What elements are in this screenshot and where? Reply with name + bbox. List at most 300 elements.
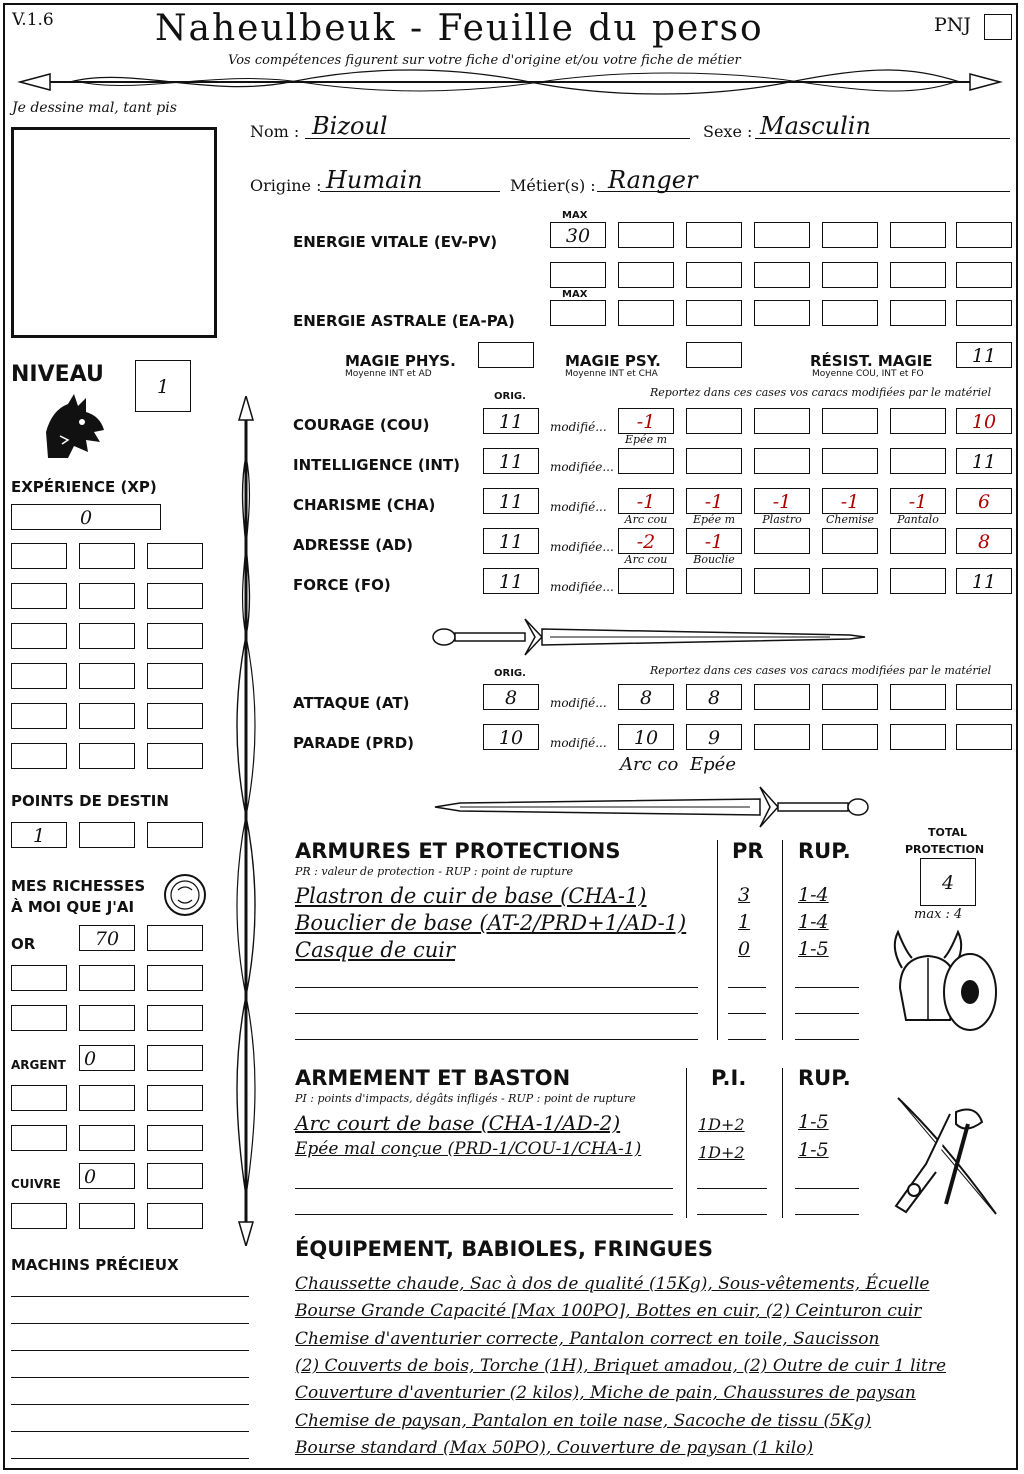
origin-label: Origine : — [250, 176, 322, 195]
sheet-title: Naheulbeuk - Feuille du perso — [155, 8, 764, 49]
combat-mod-value: 9 — [707, 727, 721, 749]
xp-box[interactable] — [147, 743, 203, 769]
wealth-label-2: À MOI QUE J'AI — [11, 898, 135, 916]
combat-mod-value — [755, 685, 809, 709]
combat-mod-box[interactable] — [956, 684, 1012, 710]
gold-box[interactable] — [147, 1005, 203, 1031]
copper-box[interactable] — [147, 1163, 203, 1189]
precious-line[interactable] — [11, 1323, 249, 1324]
stat-mod-box[interactable] — [686, 488, 742, 514]
weapon-line[interactable] — [697, 1188, 767, 1189]
xp-box[interactable] — [147, 583, 203, 609]
armor-line[interactable] — [795, 1039, 859, 1040]
stat-mod-value: -1 — [704, 531, 724, 553]
gold-box[interactable]: 70 — [79, 925, 135, 951]
xp-box[interactable] — [79, 663, 135, 689]
stat-mod-value — [755, 529, 809, 553]
origin-value[interactable]: Humain — [326, 166, 423, 194]
stat-mod-value — [891, 409, 945, 433]
xp-box[interactable] — [147, 663, 203, 689]
npc-checkbox[interactable] — [984, 14, 1012, 40]
stat-final-value: 6 — [977, 491, 991, 513]
ev-box[interactable] — [686, 262, 742, 288]
ev-box[interactable] — [890, 222, 946, 248]
orig-label: ORIG. — [494, 391, 526, 402]
stat-mod-value — [619, 449, 673, 473]
wealth-label-1: MES RICHESSES — [11, 877, 146, 895]
destiny-label: POINTS DE DESTIN — [11, 792, 169, 810]
silver-box[interactable] — [147, 1125, 203, 1151]
stat-mod-box[interactable] — [754, 488, 810, 514]
stat-mod-note: Plastro — [762, 513, 802, 526]
stat-modifie-label: modifiée... — [550, 540, 614, 554]
portrait-box[interactable] — [11, 127, 217, 338]
xp-box[interactable] — [11, 703, 67, 729]
silver-box[interactable] — [147, 1045, 203, 1071]
combat-mod-value — [957, 685, 1011, 709]
spear-divider-icon — [10, 64, 1010, 100]
report-note: Reportez dans ces cases vos caracs modifiées par le matériel — [650, 386, 992, 399]
combat-mod-value — [891, 685, 945, 709]
stat-final-box[interactable] — [956, 408, 1012, 434]
stat-mod-note: Arc cou — [624, 513, 668, 526]
ea-box[interactable] — [754, 300, 810, 326]
gold-box[interactable] — [79, 965, 135, 991]
stat-mod-box[interactable] — [686, 408, 742, 434]
combat-mod-value — [755, 725, 809, 749]
armor-note: PR : valeur de protection - RUP : point de rupture — [295, 865, 573, 878]
destiny-box[interactable]: 1 — [11, 822, 67, 848]
helmet-shield-icon — [888, 928, 1000, 1036]
combat-mod-box[interactable] — [686, 724, 742, 750]
stat-mod-note: Epée m — [692, 513, 736, 526]
armor-line[interactable] — [795, 1013, 859, 1014]
ev-box[interactable] — [618, 262, 674, 288]
silver-box[interactable] — [11, 1085, 67, 1111]
weapon-line[interactable] — [295, 1188, 673, 1189]
magic-phys-label: MAGIE PHYS. — [345, 352, 456, 370]
npc-label: PNJ — [934, 14, 972, 36]
name-label: Nom : — [250, 122, 300, 141]
copper-box[interactable] — [11, 1203, 67, 1229]
weapon-line[interactable] — [795, 1188, 859, 1189]
ev-box[interactable] — [890, 262, 946, 288]
stat-orig-box[interactable] — [483, 408, 539, 434]
ev-max-box[interactable]: 30 — [550, 222, 606, 248]
combat-note: Arc co — [620, 754, 679, 775]
silver-box[interactable] — [79, 1125, 135, 1151]
precious-label: MACHINS PRÉCIEUX — [11, 1256, 179, 1274]
stat-mod-value — [823, 449, 877, 473]
armor-divider — [782, 840, 783, 1040]
combat-mod-value: 10 — [633, 727, 659, 749]
armor-line[interactable] — [728, 1039, 766, 1040]
stat-mod-box[interactable] — [822, 568, 878, 594]
magic-resist-note: Moyenne COU, INT et FO — [812, 369, 924, 379]
magic-psy-note: Moyenne INT et CHA — [565, 369, 658, 379]
combat-mod-box[interactable] — [890, 724, 946, 750]
combat-mod-box[interactable] — [618, 684, 674, 710]
stat-final-value: 11 — [971, 571, 997, 593]
stat-final-box[interactable] — [956, 448, 1012, 474]
coin-icon — [162, 872, 208, 918]
ea-max-label: MAX — [562, 289, 588, 300]
xp-box[interactable] — [11, 543, 67, 569]
stat-mod-value — [687, 449, 741, 473]
xp-box[interactable]: 0 — [11, 504, 161, 530]
stat-mod-value: -1 — [704, 491, 724, 513]
stat-mod-box[interactable] — [618, 448, 674, 474]
combat-mod-box[interactable] — [956, 724, 1012, 750]
stat-mod-value — [755, 569, 809, 593]
stat-mod-value: -1 — [636, 411, 656, 433]
combat-mod-value — [957, 725, 1011, 749]
ev-box[interactable] — [822, 262, 878, 288]
job-label: Métier(s) : — [510, 176, 596, 195]
xp-box[interactable] — [79, 623, 135, 649]
ea-box[interactable] — [956, 300, 1012, 326]
stat-mod-box[interactable] — [754, 448, 810, 474]
armor-name[interactable]: Plastron de cuir de base (CHA-1) — [295, 884, 647, 908]
gold-box[interactable] — [11, 965, 67, 991]
armor-pr[interactable]: 1 — [738, 911, 751, 933]
armor-col-pr: PR — [732, 839, 764, 863]
armor-rup[interactable]: 1-5 — [798, 938, 829, 960]
precious-line[interactable] — [11, 1458, 249, 1459]
stat-mod-value — [755, 409, 809, 433]
armor-line[interactable] — [728, 987, 766, 988]
stat-final-value: 11 — [971, 451, 997, 473]
level-label: NIVEAU — [11, 362, 104, 387]
ea-box[interactable] — [686, 300, 742, 326]
total-max: max : 4 — [914, 907, 963, 922]
weapon-line[interactable] — [697, 1214, 767, 1215]
stat-label: ADRESSE (AD) — [293, 536, 414, 554]
silver-box[interactable]: 0 — [79, 1045, 135, 1071]
combat-mod-box[interactable] — [890, 684, 946, 710]
sex-line — [755, 138, 1010, 139]
armor-divider — [717, 840, 718, 1040]
destiny-box[interactable] — [79, 822, 135, 848]
stat-orig-box[interactable] — [483, 488, 539, 514]
origin-line — [320, 191, 500, 192]
stat-label: INTELLIGENCE (INT) — [293, 456, 460, 474]
armor-rup[interactable]: 1-4 — [798, 884, 829, 906]
stat-mod-note: Chemise — [825, 513, 875, 526]
weapon-line[interactable] — [295, 1214, 673, 1215]
combat-orig-value: 8 — [504, 687, 518, 709]
armor-line[interactable] — [728, 1013, 766, 1014]
ev-max-label: MAX — [562, 210, 588, 221]
xp-box[interactable] — [11, 743, 67, 769]
job-line — [597, 191, 1010, 192]
xp-box[interactable] — [79, 583, 135, 609]
combat-modifie-label: modifié... — [550, 736, 607, 750]
armor-line[interactable] — [295, 987, 698, 988]
silver-box[interactable] — [11, 1125, 67, 1151]
stat-mod-note: Bouclie — [693, 553, 735, 566]
stat-orig-box[interactable] — [483, 568, 539, 594]
ea-box[interactable] — [890, 300, 946, 326]
stat-mod-value: -1 — [908, 491, 928, 513]
xp-box[interactable] — [11, 583, 67, 609]
armor-line[interactable] — [795, 987, 859, 988]
combat-mod-box[interactable] — [822, 724, 878, 750]
orig-label-combat: ORIG. — [494, 668, 526, 679]
stat-mod-box[interactable] — [618, 408, 674, 434]
xp-box[interactable] — [79, 543, 135, 569]
destiny-box[interactable] — [147, 822, 203, 848]
copper-box[interactable] — [147, 1203, 203, 1229]
ea-box[interactable] — [822, 300, 878, 326]
equipment-line[interactable]: Couverture d'aventurier (2 kilos), Miche de pain, Chaussures de paysan — [295, 1383, 916, 1404]
stat-mod-value: -1 — [840, 491, 860, 513]
stat-mod-box[interactable] — [822, 448, 878, 474]
ev-box[interactable] — [550, 262, 606, 288]
precious-line[interactable] — [11, 1431, 249, 1432]
stat-mod-value: -1 — [772, 491, 792, 513]
armor-pr[interactable]: 3 — [738, 884, 751, 906]
ev-box[interactable] — [754, 262, 810, 288]
stat-mod-value — [823, 409, 877, 433]
stat-label: COURAGE (COU) — [293, 416, 430, 434]
ev-box[interactable] — [686, 222, 742, 248]
combat-mod-box[interactable] — [822, 684, 878, 710]
ev-box[interactable] — [822, 222, 878, 248]
stat-mod-value — [687, 409, 741, 433]
stat-mod-note: Epée m — [624, 433, 668, 446]
combat-orig-value: 10 — [498, 727, 524, 749]
stat-label: FORCE (FO) — [293, 576, 391, 594]
silver-box[interactable] — [79, 1085, 135, 1111]
crossed-weapons-icon — [886, 1094, 1006, 1218]
weapon-name[interactable]: Epée mal conçue (PRD-1/COU-1/CHA-1) — [295, 1139, 642, 1159]
combat-label: ATTAQUE (AT) — [293, 694, 410, 712]
weapon-rup[interactable]: 1-5 — [798, 1111, 829, 1133]
total-label-2: PROTECTION — [905, 843, 985, 856]
copper-box[interactable]: 0 — [79, 1163, 135, 1189]
job-value[interactable]: Ranger — [608, 166, 698, 194]
armor-line[interactable] — [295, 1039, 698, 1040]
combat-note: Epée — [690, 754, 736, 775]
copper-label: CUIVRE — [11, 1177, 61, 1191]
combat-mod-box[interactable] — [618, 724, 674, 750]
ev-box[interactable] — [754, 222, 810, 248]
stat-orig-value: 11 — [498, 571, 524, 593]
gold-box[interactable] — [79, 1005, 135, 1031]
equipment-line[interactable]: Chemise d'aventurier correcte, Pantalon correct en toile, Saucisson — [295, 1328, 880, 1349]
stat-mod-box[interactable] — [890, 568, 946, 594]
armor-title: ARMURES ET PROTECTIONS — [295, 839, 621, 863]
stat-mod-note: Arc cou — [624, 553, 668, 566]
name-line — [305, 138, 690, 139]
stat-mod-box[interactable] — [890, 488, 946, 514]
weapons-title: ARMEMENT ET BASTON — [295, 1066, 571, 1090]
stat-mod-value: -1 — [636, 491, 656, 513]
dragon-icon — [38, 392, 108, 464]
stat-mod-box[interactable] — [822, 408, 878, 434]
combat-mod-box[interactable] — [686, 684, 742, 710]
stat-mod-box[interactable] — [822, 488, 878, 514]
stat-modifie-label: modifié... — [550, 420, 607, 434]
stat-final-box[interactable] — [956, 488, 1012, 514]
precious-line[interactable] — [11, 1404, 249, 1405]
ea-box[interactable] — [618, 300, 674, 326]
stat-mod-value — [891, 529, 945, 553]
combat-mod-box[interactable] — [754, 724, 810, 750]
silver-box[interactable] — [147, 1085, 203, 1111]
stat-modifie-label: modifiée... — [550, 460, 614, 474]
xp-box[interactable] — [147, 543, 203, 569]
stat-mod-box[interactable] — [754, 528, 810, 554]
weapon-pi[interactable]: 1D+2 — [698, 1143, 745, 1162]
ev-box[interactable] — [618, 222, 674, 248]
armor-rup[interactable]: 1-4 — [798, 911, 829, 933]
sheet-subtitle: Vos compétences figurent sur votre fiche d'origine et/ou votre fiche de métier — [228, 53, 741, 68]
combat-modifie-label: modifié... — [550, 696, 607, 710]
stat-mod-box[interactable] — [618, 488, 674, 514]
stat-mod-box[interactable] — [754, 568, 810, 594]
stat-mod-note: Pantalo — [897, 513, 939, 526]
ev-label: ENERGIE VITALE (EV-PV) — [293, 233, 498, 251]
version-label: V.1.6 — [12, 10, 54, 30]
weapon-pi[interactable]: 1D+2 — [698, 1115, 745, 1134]
magic-resist-box[interactable]: 11 — [956, 342, 1012, 368]
stat-mod-value — [823, 529, 877, 553]
stat-mod-value — [891, 449, 945, 473]
gold-box[interactable] — [147, 965, 203, 991]
weapon-rup[interactable]: 1-5 — [798, 1139, 829, 1161]
weapons-divider — [686, 1068, 687, 1218]
stat-mod-value — [823, 569, 877, 593]
armor-name[interactable]: Bouclier de base (AT-2/PRD+1/AD-1) — [295, 911, 687, 935]
magic-resist-label: RÉSIST. MAGIE — [810, 352, 933, 370]
stat-mod-value — [755, 449, 809, 473]
xp-box[interactable] — [79, 703, 135, 729]
xp-box[interactable] — [11, 663, 67, 689]
stat-final-value: 8 — [977, 531, 991, 553]
weapons-divider — [782, 1068, 783, 1218]
stat-orig-value: 11 — [498, 411, 524, 433]
gold-box[interactable] — [11, 1005, 67, 1031]
magic-psy-label: MAGIE PSY. — [565, 352, 661, 370]
ea-label: ENERGIE ASTRALE (EA-PA) — [293, 312, 515, 330]
precious-line[interactable] — [11, 1350, 249, 1351]
weapons-col-pi: P.I. — [711, 1066, 747, 1090]
stat-mod-value — [619, 569, 673, 593]
stat-modifie-label: modifiée... — [550, 580, 614, 594]
weapons-col-rup: RUP. — [798, 1066, 851, 1090]
precious-line[interactable] — [11, 1377, 249, 1378]
xp-box[interactable] — [11, 623, 67, 649]
combat-mod-value — [891, 725, 945, 749]
stat-orig-value: 11 — [498, 491, 524, 513]
ev-box[interactable] — [956, 262, 1012, 288]
staff-icon — [226, 396, 266, 1246]
ea-max-box[interactable] — [550, 300, 606, 326]
combat-mod-value: 8 — [707, 687, 721, 709]
equipment-line[interactable]: Bourse Grande Capacité [Max 100PO], Bottes en cuir, (2) Ceinturon cuir — [295, 1301, 922, 1322]
equipment-line[interactable]: Chemise de paysan, Pantalon en toile nase, Sacoche de tissu (5Kg) — [295, 1410, 872, 1431]
report-note-combat: Reportez dans ces cases vos caracs modifiées par le matériel — [650, 664, 992, 677]
magic-phys-box[interactable] — [478, 342, 534, 368]
weapon-line[interactable] — [795, 1214, 859, 1215]
equipment-line[interactable]: Chaussette chaude, Sac à dos de qualité (15Kg), Sous-vêtements, Écuelle — [295, 1274, 930, 1294]
stat-final-value: 10 — [971, 411, 997, 433]
sex-value[interactable]: Masculin — [760, 112, 871, 140]
xp-box[interactable] — [147, 703, 203, 729]
combat-mod-value — [823, 685, 877, 709]
equipment-line[interactable]: (2) Couverts de bois, Torche (1H), Briquet amadou, (2) Outre de cuir 1 litre — [295, 1355, 947, 1376]
stat-orig-box[interactable] — [483, 528, 539, 554]
stat-mod-box[interactable] — [618, 528, 674, 554]
xp-box[interactable] — [79, 743, 135, 769]
combat-mod-value: 8 — [639, 687, 653, 709]
stat-mod-box[interactable] — [686, 448, 742, 474]
sword-icon — [430, 614, 870, 660]
combat-orig-box[interactable] — [483, 724, 539, 750]
total-label-1: TOTAL — [928, 826, 968, 839]
stat-mod-box[interactable] — [890, 448, 946, 474]
precious-line[interactable] — [11, 1296, 249, 1297]
stat-final-box[interactable] — [956, 568, 1012, 594]
copper-box[interactable] — [79, 1203, 135, 1229]
combat-mod-value — [823, 725, 877, 749]
magic-psy-box[interactable] — [686, 342, 742, 368]
armor-name[interactable]: Casque de cuir — [295, 938, 456, 962]
gold-label: OR — [11, 935, 36, 953]
stat-mod-value — [891, 569, 945, 593]
stat-orig-box[interactable] — [483, 448, 539, 474]
stat-final-box[interactable] — [956, 528, 1012, 554]
gold-box[interactable] — [147, 925, 203, 951]
stat-mod-box[interactable] — [686, 528, 742, 554]
stat-mod-box[interactable] — [686, 568, 742, 594]
weapon-name[interactable]: Arc court de base (CHA-1/AD-2) — [295, 1111, 621, 1135]
stat-mod-box[interactable] — [618, 568, 674, 594]
stat-mod-value — [687, 569, 741, 593]
silver-label: ARGENT — [11, 1058, 66, 1072]
stat-mod-box[interactable] — [890, 408, 946, 434]
combat-mod-box[interactable] — [754, 684, 810, 710]
total-protection-box[interactable]: 4 — [920, 858, 976, 906]
xp-label: EXPÉRIENCE (XP) — [11, 478, 157, 496]
armor-line[interactable] — [295, 1013, 698, 1014]
weapons-note: PI : points d'impacts, dégâts infligés - RUP : point de rupture — [295, 1092, 636, 1105]
combat-label: PARADE (PRD) — [293, 734, 415, 752]
sex-label: Sexe : — [703, 122, 753, 141]
stat-mod-box[interactable] — [890, 528, 946, 554]
portrait-caption: Je dessine mal, tant pis — [12, 100, 177, 116]
armor-col-rup: RUP. — [798, 839, 851, 863]
sword-icon — [430, 784, 870, 830]
equipment-title: ÉQUIPEMENT, BABIOLES, FRINGUES — [295, 1237, 713, 1261]
stat-mod-box[interactable] — [822, 528, 878, 554]
ev-box[interactable] — [956, 222, 1012, 248]
xp-box[interactable] — [147, 623, 203, 649]
equipment-line[interactable]: Bourse standard (Max 50PO), Couverture de paysan (1 kilo) — [295, 1437, 814, 1458]
level-box[interactable]: 1 — [135, 360, 191, 412]
magic-phys-note: Moyenne INT et AD — [345, 369, 432, 379]
stat-label: CHARISME (CHA) — [293, 496, 436, 514]
stat-mod-box[interactable] — [754, 408, 810, 434]
stat-modifie-label: modifié... — [550, 500, 607, 514]
stat-mod-value: -2 — [636, 531, 656, 553]
combat-orig-box[interactable] — [483, 684, 539, 710]
armor-pr[interactable]: 0 — [738, 938, 751, 960]
stat-orig-value: 11 — [498, 451, 524, 473]
name-value[interactable]: Bizoul — [312, 112, 388, 140]
